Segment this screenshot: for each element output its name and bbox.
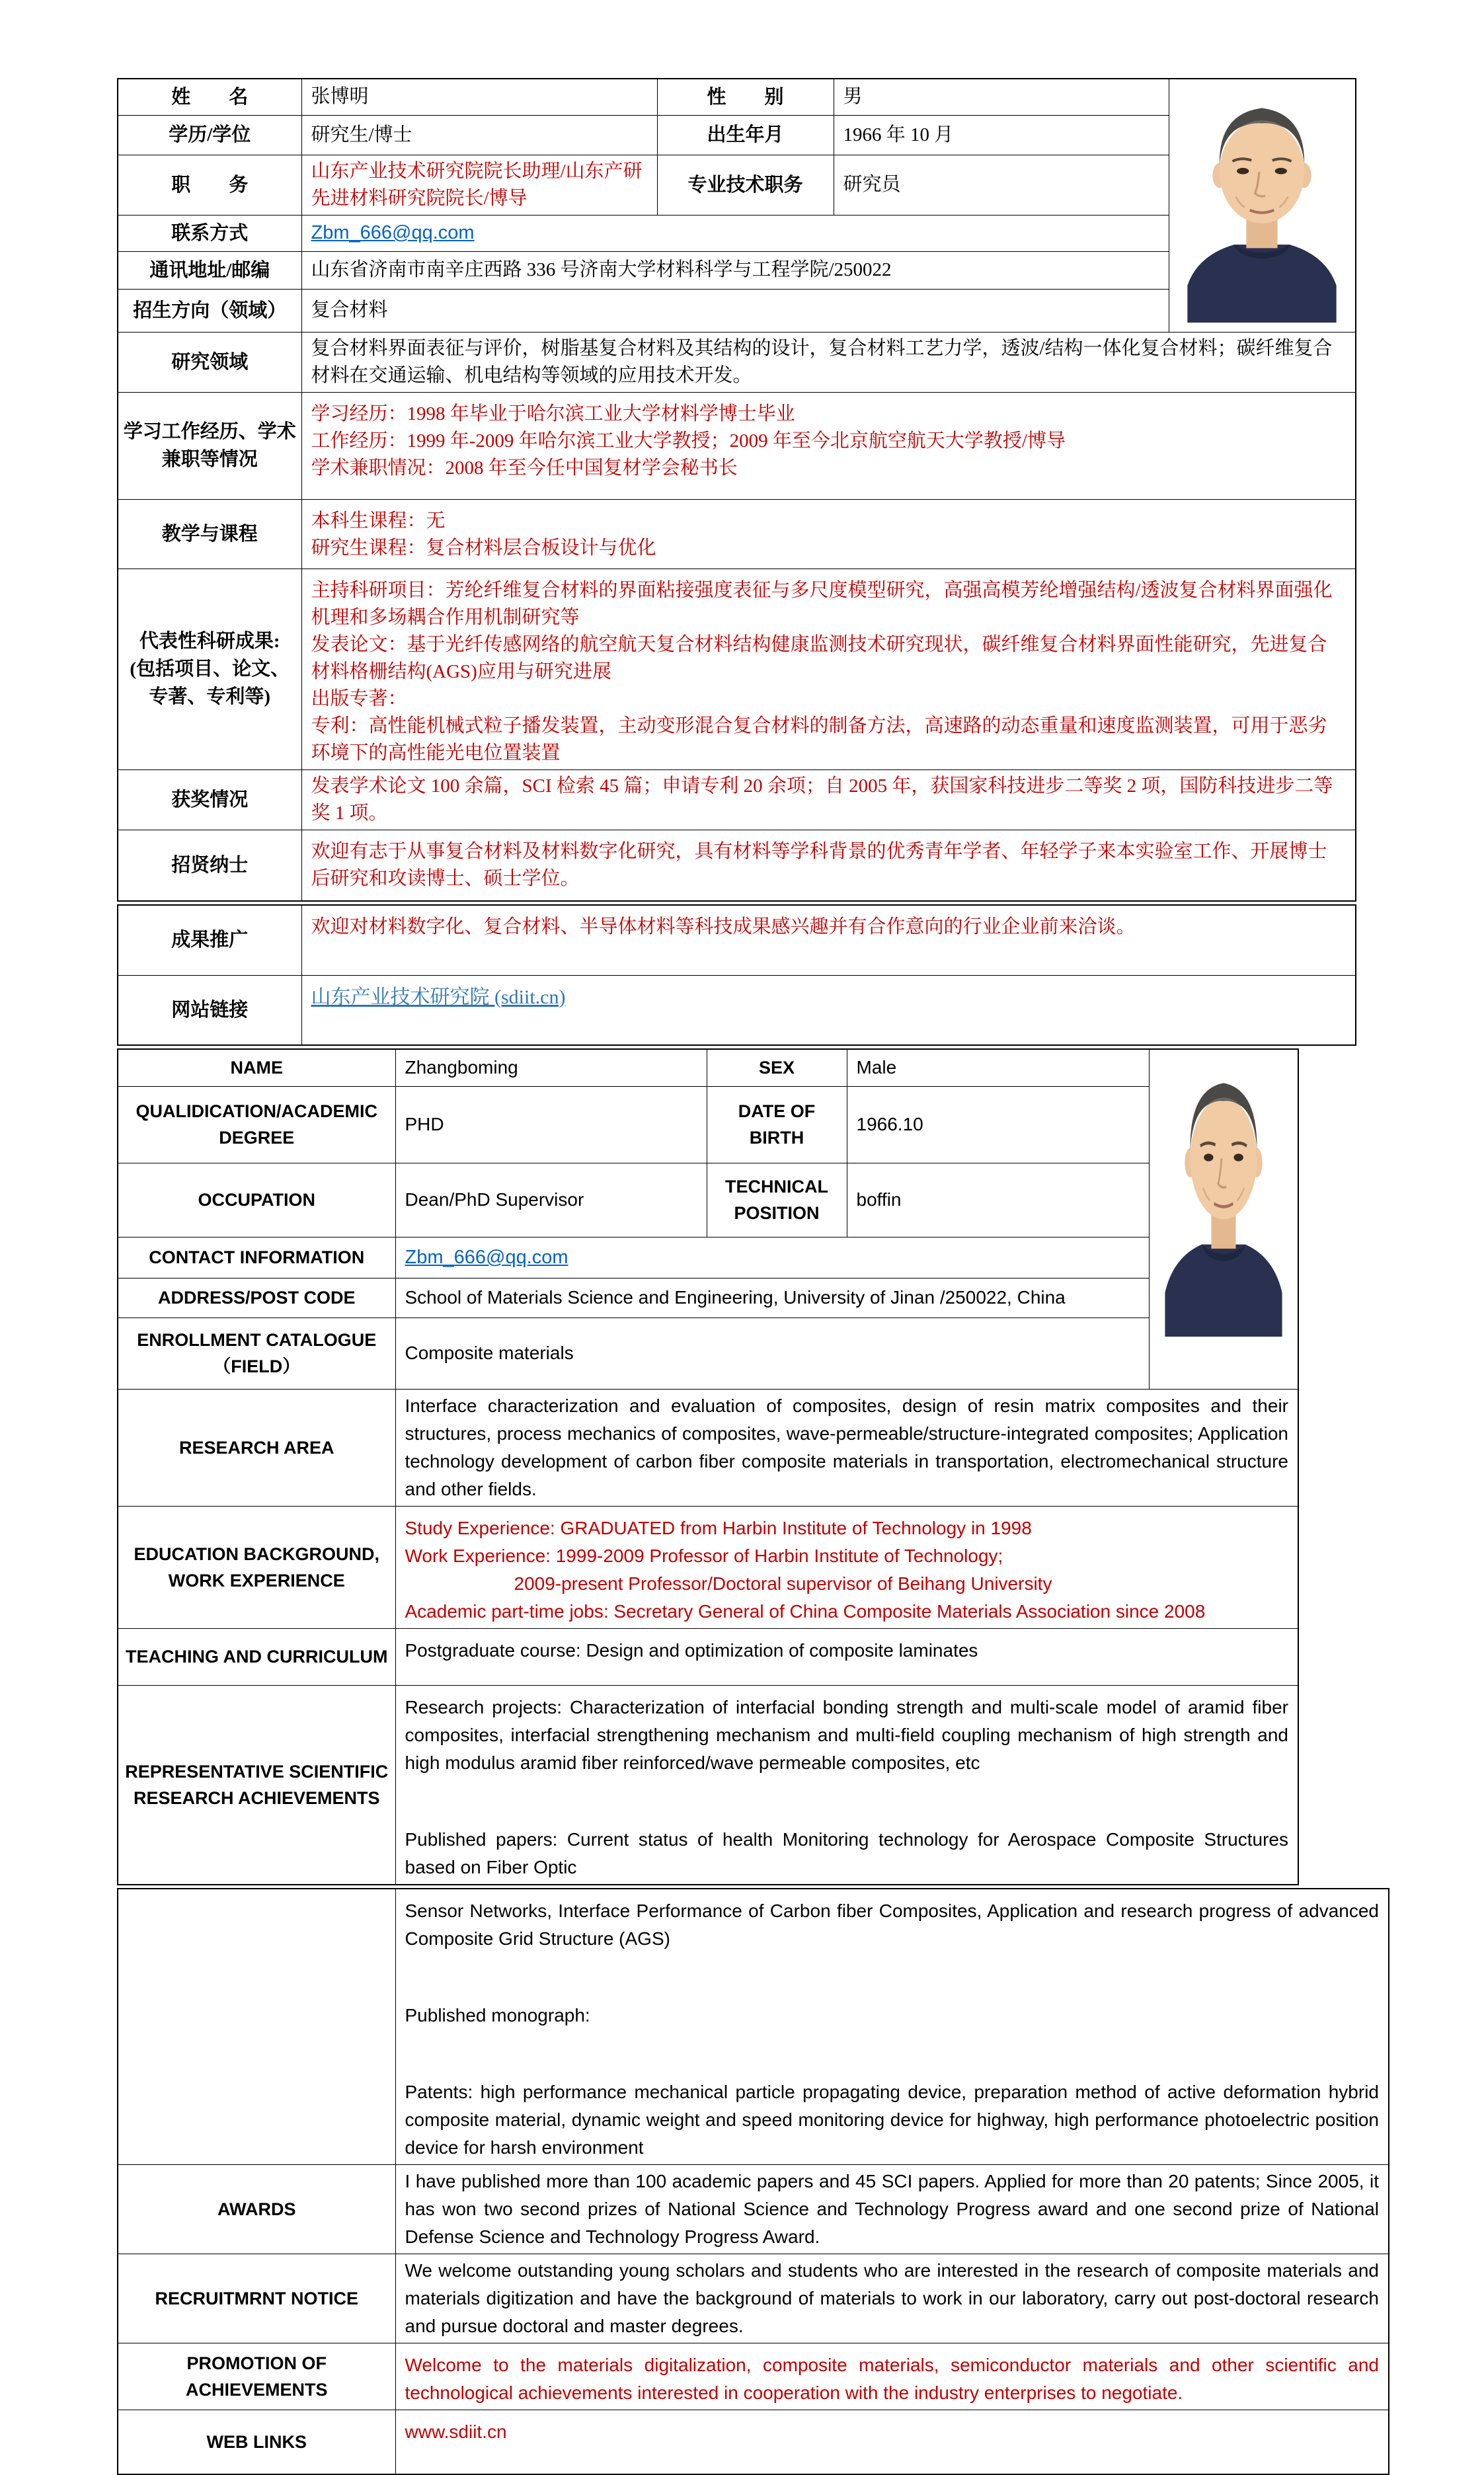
teaching-value-en: Postgraduate course: Design and optimization of composite laminates [395,1628,1298,1685]
table-row [118,1889,1389,2165]
english-profile-table [117,1048,1299,1885]
blank-line [405,2029,1380,2078]
rep-achievements-value-en [395,1685,1298,1885]
table-row [118,975,1356,1045]
blank-line [405,1953,1380,2002]
recruitment-notice-label-en: RECRUITMRNT NOTICE [118,2254,395,2343]
table-row [118,1506,1298,1628]
name-label-en: NAME [118,1049,395,1086]
weblinks-value-en: www.sdiit.cn [395,2410,1389,2474]
table-row [118,2254,1389,2343]
sensor-networks-paragraph: Sensor Networks, Interface Performance of Carbon fiber Composites, Application and research progress of advanced Composite Grid Structure (AGS) [405,1897,1380,1953]
awards-value: 发表学术论文 100 余篇，SCI 检索 45 篇；申请专利 20 余项；自 2005 年，获国家科技进步二等奖 2 项，国防科技进步二等奖 1 项。 [301,769,1356,830]
published-papers-paragraph: Published papers: Current status of health Monitoring technology for Aerospace Composite Structures based on Fiber Optic [405,1826,1289,1881]
degree-value-en: PHD [395,1086,707,1163]
research-area-label: 研究领域 [118,332,301,392]
teaching-value: 本科生课程：无 研究生课程：复合材料层合板设计与优化 [301,499,1356,569]
portrait-photo [1175,83,1348,323]
research-area-value: 复合材料界面表征与评价，树脂基复合材料及其结构的设计，复合材料工艺力学，透波/结构一体化复合材料；碳纤维复合材料在交通运输、机电结构等领域的应用技术开发。 [301,332,1356,392]
research-projects-paragraph: Research projects: Characterization of interfacial bonding strength and multi-scale model of aramid fiber composites, interfacial strengthening mechanism and multi-field coupling mechanism of high strength and high modulus aramid fiber reinforced/wave permeable composites, etc [405,1694,1289,1777]
tech-title-label: 专业技术职务 [657,155,834,215]
name-label: 姓 名 [118,79,301,115]
table-row [118,1049,1298,1086]
achievements-value: 主持科研项目：芳纶纤维复合材料的界面粘接强度表征与多尺度模型研究，高强高模芳纶增强结构/透波复合材料界面强化机理和多场耦合作用机制研究等 发表论文：基于光纤传感网络的航空航天复合材料结构健康监测技术研究现状，碳纤维复合材料界面性能研究，先进复合材料格栅结构(AGS)应用与研究进展 出版专著： 专利：高性能机械式粒子播发装置，主动变形混合复合材料的制备方法，高速路的动态重量和速度监测装置，可用于恶劣环境下的高性能光电位置装置 [301,569,1356,769]
experience-label: 学习工作经历、学术 兼职等情况 [118,392,301,499]
research-area-value-en: Interface characterization and evaluation of composites, design of resin matrix composites and their structures, process mechanics of composites, wave-permeable/structure-integrated composites; Application technology development of carbon fiber composite materials in transportation, electromechanical structure and other fields. [395,1389,1298,1506]
table-row [118,830,1356,901]
promotion-label-en: PROMOTION OF ACHIEVEMENTS [118,2343,395,2410]
teaching-label: 教学与课程 [118,499,301,569]
teaching-label-en: TEACHING AND CURRICULUM [118,1628,395,1685]
enrollment-field-label: 招生方向（领域） [118,289,301,332]
table-row [118,1317,1298,1389]
tech-title-value: 研究员 [834,155,1169,215]
recruitment-label: 招贤纳士 [118,830,301,901]
table-row [118,1163,1298,1237]
chinese-promotion-table [117,904,1356,1046]
degree-label: 学历/学位 [118,115,301,155]
table-row [118,2410,1389,2474]
contact-cell-en [395,1237,1149,1278]
weblinks-label-en: WEB LINKS [118,2410,395,2474]
contact-label: 联系方式 [118,215,301,251]
education-label-en: EDUCATION BACKGROUND, WORK EXPERIENCE [118,1506,395,1628]
table-row [118,2343,1389,2410]
sex-value: 男 [834,79,1169,115]
birth-value: 1966 年 10 月 [834,115,1169,155]
table-row [118,1628,1298,1685]
table-row [118,332,1356,392]
table-row [118,1389,1298,1506]
research-area-label-en: RESEARCH AREA [118,1389,395,1506]
portrait-photo-en [1155,1054,1292,1337]
education-value-en: Study Experience: GRADUATED from Harbin Institute of Technology in 1998 Work Experience: 1999-2009 Professor of Harbin Institute of Technology; 2009-present Professor/Doctoral supervisor of Beihang University Academic part-time jobs: Secretary General of China Composite Materials Association since 2008 [395,1506,1298,1628]
address-label: 通讯地址/邮编 [118,251,301,289]
table-row [118,2164,1389,2254]
table-row [118,79,1356,115]
portrait-photo-cell-en [1149,1049,1298,1389]
promotion-label: 成果推广 [118,905,301,975]
promotion-value-en: Welcome to the materials digitalization, composite materials, semiconductor materials and other scientific and technological achievements interested in cooperation with the industry enterprises to negotiate. [395,2343,1389,2410]
sex-label-en: SEX [707,1049,847,1086]
weblinks-label: 网站链接 [118,975,301,1045]
awards-label: 获奖情况 [118,769,301,830]
published-monograph-paragraph: Published monograph: [405,2002,1380,2029]
table-row [118,1278,1298,1317]
sdiit-link[interactable]: 山东产业技术研究院 (sdiit.cn) [311,986,566,1008]
address-label-en: ADDRESS/POST CODE [118,1278,395,1317]
email-link[interactable]: Zbm_666@qq.com [311,222,475,243]
contact-label-en: CONTACT INFORMATION [118,1237,395,1278]
experience-value: 学习经历：1998 年毕业于哈尔滨工业大学材料学博士毕业 工作经历：1999 年-2009 年哈尔滨工业大学教授；2009 年至今北京航空航天大学教授/博导 学术兼职情况：2008 年至今任中国复材学会秘书长 [301,392,1356,499]
table-row [118,905,1356,975]
awards-value-en: I have published more than 100 academic papers and 45 SCI papers. Applied for more than 20 patents; Since 2005, it has won two second prizes of National Science and Technology Progress award and one second prize of National Defense Science and Technology Progress Award. [395,2164,1389,2254]
address-value: 山东省济南市南辛庄西路 336 号济南大学材料科学与工程学院/250022 [301,251,1169,289]
achievements-label: 代表性科研成果: (包括项目、论文、 专著、专利等) [118,569,301,769]
table-row [118,1237,1298,1278]
promotion-value: 欢迎对材料数字化、复合材料、半导体材料等科技成果感兴趣并有合作意向的行业企业前来洽谈。 [301,905,1356,975]
contact-cell [301,215,1169,251]
degree-label-en: QUALIDICATION/ACADEMIC DEGREE [118,1086,395,1163]
chinese-profile-table [117,78,1356,902]
position-label: 职 务 [118,155,301,215]
english-continuation-table [117,1888,1389,2475]
awards-label-en: AWARDS [118,2164,395,2254]
position-value: 山东产业技术研究院院长助理/山东产研先进材料研究院院长/博导 [301,155,657,215]
patents-paragraph: Patents: high performance mechanical particle propagating device, preparation method of active deformation hybrid composite material, dynamic weight and speed monitoring device for highway, high performance photoelectric position device for harsh environment [405,2078,1380,2162]
name-value: 张博明 [301,79,657,115]
enrollment-field-value: 复合材料 [301,289,1169,332]
table-row [118,569,1356,769]
birth-label-en: DATE OF BIRTH [707,1086,847,1163]
occupation-value-en: Dean/PhD Supervisor [395,1163,707,1237]
blank-line [405,1777,1289,1826]
name-value-en: Zhangboming [395,1049,707,1086]
empty-label-cell [118,1889,395,2165]
table-row [118,769,1356,830]
weblinks-cell [301,975,1356,1045]
birth-value-en: 1966.10 [847,1086,1149,1163]
tech-position-label-en: TECHNICAL POSITION [707,1163,847,1237]
table-row [118,392,1356,499]
recruitment-notice-value-en: We welcome outstanding young scholars and students who are interested in the research of composite materials and materials digitization and have the background of materials to work in our laboratory, carry out post-doctoral research and pursue doctoral and master degrees. [395,2254,1389,2343]
enrollment-value-en: Composite materials [395,1317,1149,1389]
enrollment-label-en: ENROLLMENT CATALOGUE （FIELD） [118,1317,395,1389]
address-value-en: School of Materials Science and Engineering, University of Jinan /250022, China [395,1278,1149,1317]
achievements-continued-value [395,1889,1389,2165]
table-row [118,499,1356,569]
sex-label: 性 别 [657,79,834,115]
occupation-label-en: OCCUPATION [118,1163,395,1237]
degree-value: 研究生/博士 [301,115,657,155]
birth-label: 出生年月 [657,115,834,155]
table-row [118,1086,1298,1163]
email-link-en[interactable]: Zbm_666@qq.com [405,1247,568,1268]
sex-value-en: Male [847,1049,1149,1086]
table-row [118,1685,1298,1885]
rep-achievements-label-en: REPRESENTATIVE SCIENTIFIC RESEARCH ACHIEVEMENTS [118,1685,395,1885]
tech-position-value-en: boffin [847,1163,1149,1237]
recruitment-value: 欢迎有志于从事复合材料及材料数字化研究，具有材料等学科背景的优秀青年学者、年轻学子来本实验室工作、开展博士后研究和攻读博士、硕士学位。 [301,830,1356,901]
portrait-photo-cell [1169,79,1356,332]
